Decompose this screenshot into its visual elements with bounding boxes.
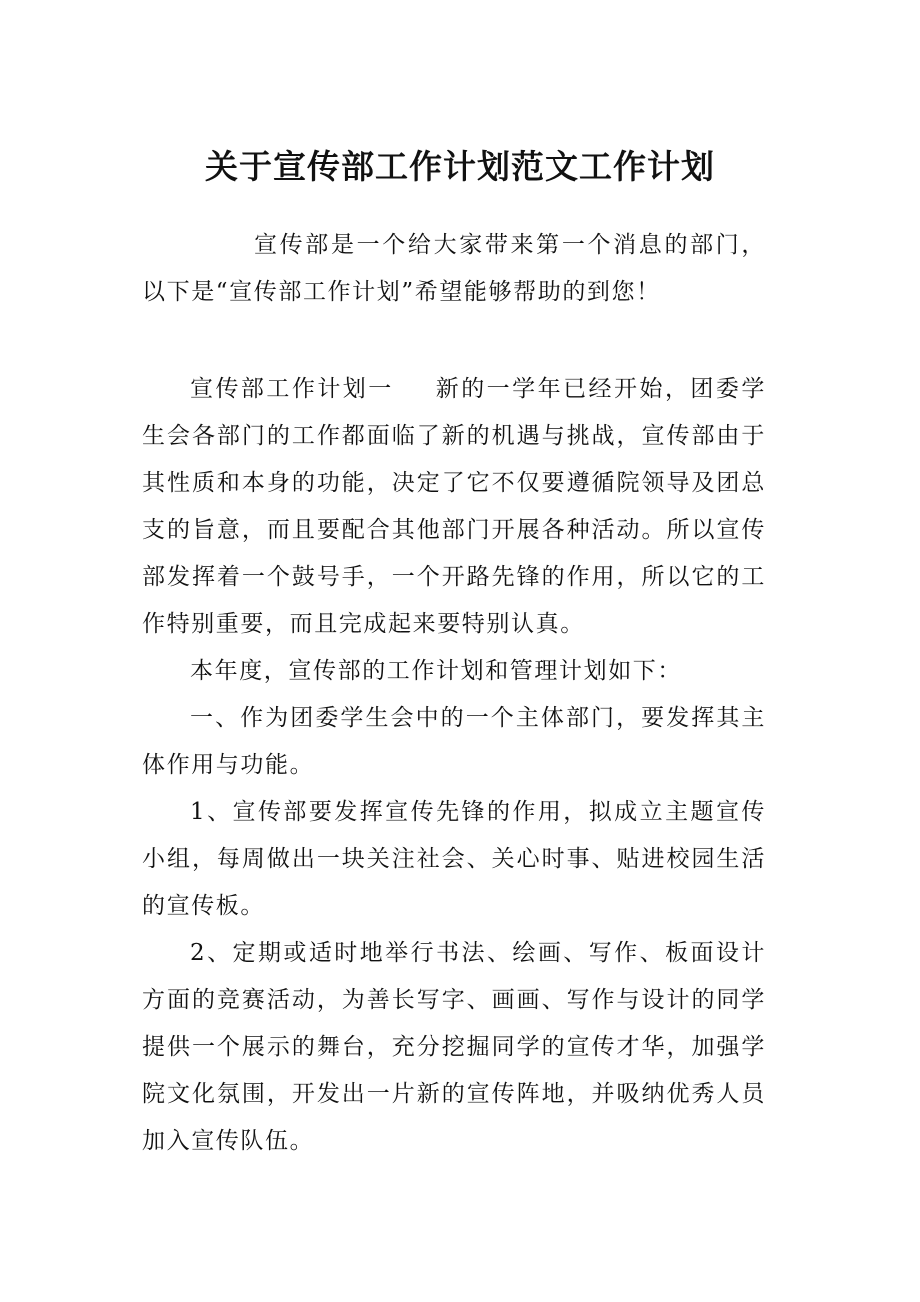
paragraph-2: 本年度，宣传部的工作计划和管理计划如下： xyxy=(190,658,682,684)
section-label: 宣传部工作计划一 xyxy=(190,376,394,402)
intro-paragraph: 宣传部是一个给大家带来第一个消息的部门，以下是“宣传部工作计划”希望能够帮助的到您！ xyxy=(142,232,766,305)
paragraph-1-text: 新的一学年已经开始，团委学生会各部门的工作都面临了新的机遇与挑战，宣传部由于其性质和本身的功能，决定了它不仅要遵循院领导及团总支的旨意，而且要配合其他部门开展各种活动。所以宣传部发挥着一个鼓号手，一个开路先锋的作用，所以它的工作特别重要，而且完成起来要特别认真。 xyxy=(142,376,766,637)
page-title: 关于宣传部工作计划范文工作计划 xyxy=(205,147,715,186)
paragraph-5: 2、定期或适时地举行书法、绘画、写作、板面设计方面的竞赛活动，为善长写字、画画、写作与设计的同学提供一个展示的舞台，充分挖掘同学的宣传才华，加强学院文化氛围，开发出一片新的宣传阵地，并吸纳优秀人员加入宣传队伍。 xyxy=(142,940,766,1154)
paragraph-4: 1、宣传部要发挥宣传先锋的作用，拟成立主题宣传小组，每周做出一块关注社会、关心时事、贴进校园生活的宣传板。 xyxy=(142,799,766,919)
plan-section xyxy=(142,366,766,1165)
paragraph-3: 一、作为团委学生会中的一个主体部门，要发挥其主体作用与功能。 xyxy=(142,705,766,778)
paragraph-1 xyxy=(142,366,766,648)
